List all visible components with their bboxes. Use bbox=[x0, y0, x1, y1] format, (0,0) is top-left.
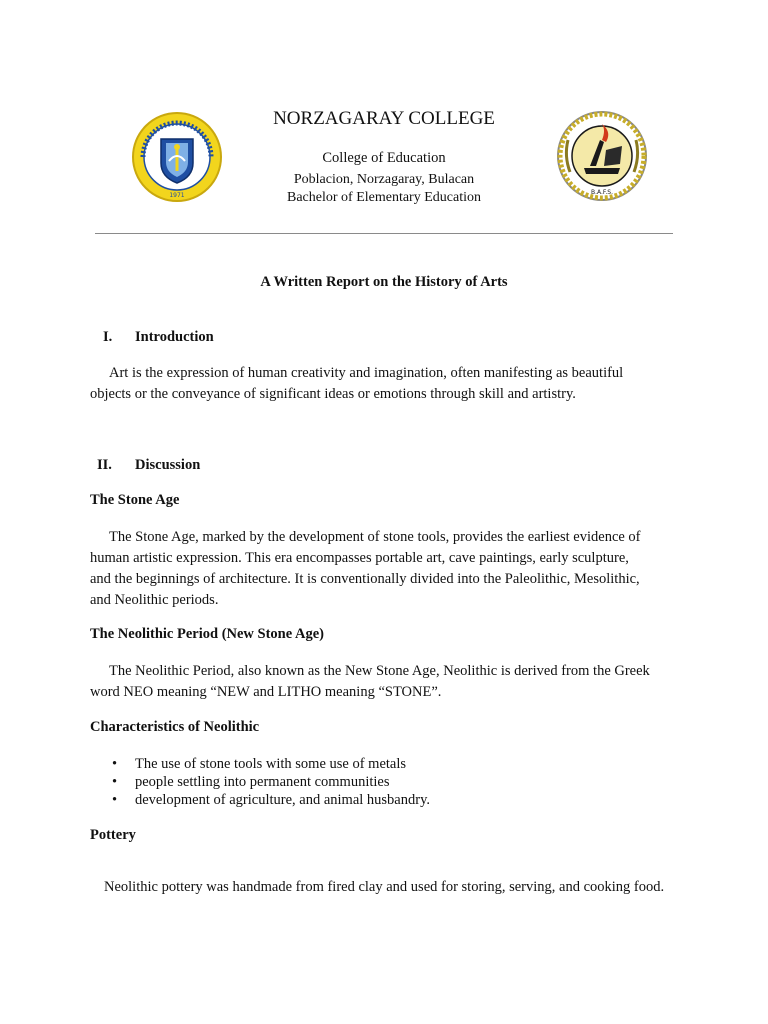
stone-age-heading: The Stone Age bbox=[90, 492, 180, 508]
stone-age-line-4: and Neolithic periods. bbox=[90, 592, 219, 608]
stone-age-line-2: human artistic expression. This era encompasses portable art, cave paintings, early sculpture, bbox=[90, 550, 629, 566]
neolithic-heading: The Neolithic Period (New Stone Age) bbox=[90, 626, 324, 642]
pottery-heading: Pottery bbox=[90, 827, 136, 843]
department-name: College of Education bbox=[322, 150, 446, 166]
bullet: • bbox=[112, 792, 118, 808]
section-2-numeral: II. bbox=[97, 457, 112, 473]
intro-line-2: objects or the conveyance of significant ideas or emotions through skill and artistry. bbox=[90, 386, 576, 402]
report-title: A Written Report on the History of Arts bbox=[260, 274, 508, 290]
list-item-text: The use of stone tools with some use of metals bbox=[135, 756, 407, 772]
neolithic-line-2: word NEO meaning “NEW and LITHO meaning “STONE”. bbox=[90, 684, 442, 700]
list-item-text: people settling into permanent communities bbox=[135, 774, 390, 790]
stone-age-line-3: and the beginnings of architecture. It is conventionally divided into the Paleolithic, Mesolithic, bbox=[90, 571, 640, 587]
program-name: Bachelor of Elementary Education bbox=[287, 190, 481, 205]
characteristics-heading: Characteristics of Neolithic bbox=[90, 719, 260, 735]
svg-text:1971: 1971 bbox=[169, 192, 185, 199]
list-item bbox=[112, 755, 695, 773]
college-name: NORZAGARAY COLLEGE bbox=[273, 108, 495, 129]
list-item bbox=[112, 773, 695, 791]
seal-bottom-text: B.A.F.S. bbox=[590, 189, 614, 196]
address: Poblacion, Norzagaray, Bulacan bbox=[293, 172, 475, 187]
neolithic-paragraph bbox=[90, 661, 690, 703]
section-2-heading: Discussion bbox=[135, 457, 201, 473]
bullet: • bbox=[112, 774, 118, 790]
neolithic-line-1: The Neolithic Period, also known as the New Stone Age, Neolithic is derived from the Greek bbox=[109, 663, 650, 679]
pottery-paragraph: Neolithic pottery was handmade from fired clay and used for storing, serving, and cooking food. bbox=[104, 879, 665, 895]
header-divider bbox=[95, 233, 673, 234]
bullet: • bbox=[112, 756, 118, 772]
list-item-text: development of agriculture, and animal husbandry. bbox=[135, 792, 431, 808]
introduction-paragraph bbox=[90, 363, 690, 405]
intro-line-1: Art is the expression of human creativity and imagination, often manifesting as beautiful bbox=[109, 365, 624, 381]
section-1-heading: Introduction bbox=[135, 329, 214, 345]
stone-age-line-1: The Stone Age, marked by the development of stone tools, provides the earliest evidence of bbox=[109, 529, 641, 545]
stone-age-paragraph bbox=[90, 527, 690, 611]
section-1-numeral: I. bbox=[103, 329, 113, 345]
characteristics-list bbox=[112, 755, 695, 809]
list-item bbox=[112, 791, 695, 809]
